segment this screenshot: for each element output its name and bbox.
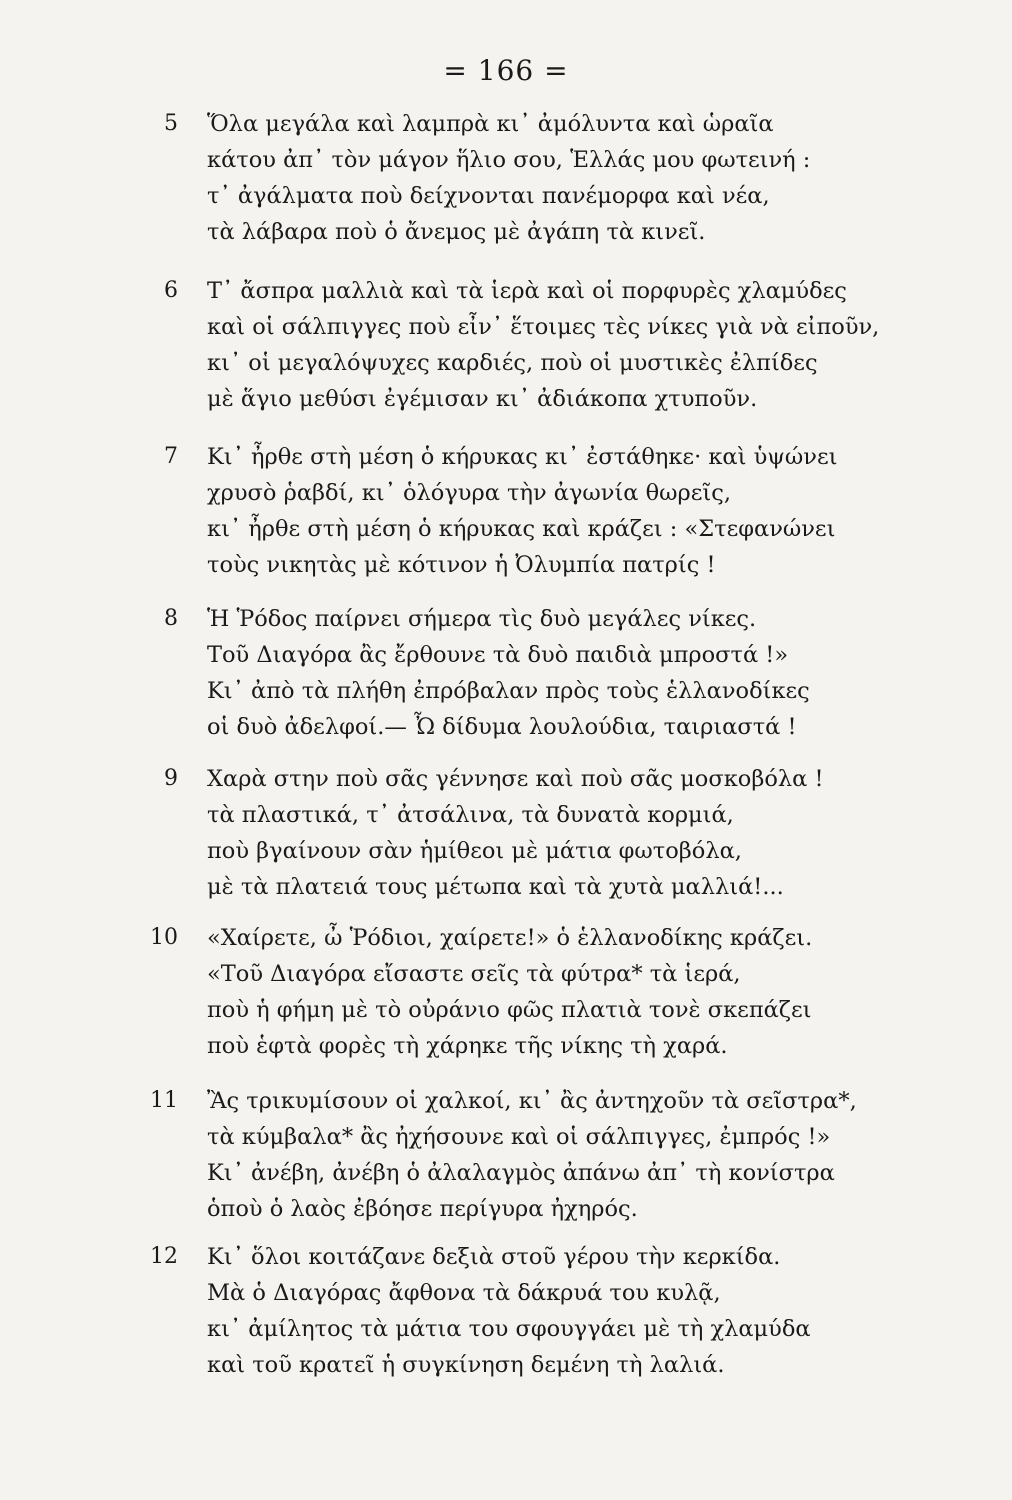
stanza-lines [207, 1239, 897, 1383]
verse-line: Τ᾽ ἄσπρα μαλλιὰ καὶ τὰ ἱερὰ καὶ οἱ πορφυρὲς χλαμύδες [207, 278, 847, 304]
page-number: = 166 = [443, 54, 569, 87]
verse-line: Ὅλα μεγάλα καὶ λαμπρὰ κι᾽ ἀμόλυντα καὶ ὡραῖα [207, 111, 774, 137]
verse-line: Μὰ ὁ Διαγόρας ἄφθονα τὰ δάκρυά του κυλᾷ, [207, 1280, 721, 1306]
verse-line: τὰ κύμβαλα* ἂς ἠχήσουνε καὶ οἱ σάλπιγγες, ἐμπρός !» [207, 1124, 831, 1150]
verse-line: ποὺ βγαίνουν σὰν ἡμίθεοι μὲ μάτια φωτοβόλα, [207, 838, 742, 864]
verse-line: «Χαίρετε, ὦ Ῥόδιοι, χαίρετε!» ὁ ἑλλανοδίκης κράζει. [207, 925, 813, 951]
verse-line: χρυσὸ ῥαβδί, κι᾽ ὁλόγυρα τὴν ἀγωνία θωρεῖς, [207, 480, 731, 506]
verse-line: κι᾽ ἀμίλητος τὰ μάτια του σφουγγάει μὲ τὴ χλαμύδα [207, 1316, 811, 1342]
stanza-number: 10 [150, 925, 178, 950]
stanza-number: 6 [164, 278, 178, 303]
verse-line: τὰ πλαστικά, τ᾽ ἀτσάλινα, τὰ δυνατὰ κορμιά, [207, 802, 734, 828]
stanza-lines [207, 273, 897, 417]
stanza-number: 12 [150, 1244, 178, 1269]
stanza-number: 7 [164, 444, 178, 469]
verse-line: Κι᾽ ἀπὸ τὰ πλήθη ἐπρόβαλαν πρὸς τοὺς ἑλλανοδίκες [207, 678, 810, 704]
verse-line: ποὺ ἡ φήμη μὲ τὸ οὐράνιο φῶς πλατιὰ τονὲ σκεπάζει [207, 997, 812, 1023]
verse-line: ὁποὺ ὁ λαὸς ἐβόησε περίγυρα ἠχηρός. [207, 1196, 638, 1222]
stanza-lines [207, 439, 897, 583]
verse-line: μὲ ἅγιο μεθύσι ἐγέμισαν κι᾽ ἀδιάκοπα χτυποῦν. [207, 386, 758, 412]
stanza-lines [207, 920, 897, 1064]
stanza-lines [207, 1083, 897, 1227]
verse-line: τοὺς νικητὰς μὲ κότινον ἡ Ὀλυμπία πατρίς ! [207, 552, 716, 578]
stanza-lines [207, 761, 897, 905]
verse-line: κάτου ἀπ᾽ τὸν μάγον ἥλιο σου, Ἑλλάς μου φωτεινή : [207, 147, 811, 173]
verse-line: οἱ δυὸ ἀδελφοί.— Ὦ δίδυμα λουλούδια, ταιριαστά ! [207, 714, 797, 740]
verse-line: ποὺ ἑφτὰ φορὲς τὴ χάρηκε τῆς νίκης τὴ χαρά. [207, 1033, 728, 1059]
verse-line: καὶ οἱ σάλπιγγες ποὺ εἶν᾽ ἕτοιμες τὲς νίκες γιὰ νὰ εἰποῦν, [207, 314, 880, 340]
verse-line: Χαρὰ στην ποὺ σᾶς γέννησε καὶ ποὺ σᾶς μοσκοβόλα ! [207, 766, 824, 792]
stanza-number: 8 [164, 606, 178, 631]
verse-line: Κι᾽ ὅλοι κοιτάζανε δεξιὰ στοῦ γέρου τὴν κερκίδα. [207, 1244, 781, 1270]
verse-line: Τοῦ Διαγόρα ἂς ἔρθουνε τὰ δυὸ παιδιὰ μπροστά !» [207, 642, 789, 668]
stanza-number: 9 [164, 766, 178, 791]
verse-line: κι᾽ ἦρθε στὴ μέση ὁ κήρυκας καὶ κράζει : «Στεφανώνει [207, 516, 836, 542]
verse-line: τ᾽ ἀγάλματα ποὺ δείχνονται πανέμορφα καὶ νέα, [207, 183, 770, 209]
verse-line: Ἡ Ῥόδος παίρνει σήμερα τὶς δυὸ μεγάλες νίκες. [207, 606, 757, 632]
verse-line: Ἂς τρικυμίσουν οἱ χαλκοί, κι᾽ ἂς ἀντηχοῦν τὰ σεῖστρα*, [207, 1088, 857, 1114]
stanza-number: 5 [164, 111, 178, 136]
verse-line: μὲ τὰ πλατειά τους μέτωπα καὶ τὰ χυτὰ μαλλιά!... [207, 874, 784, 900]
stanza-lines [207, 106, 897, 250]
stanza-number: 11 [150, 1088, 178, 1113]
verse-line: κι᾽ οἱ μεγαλόψυχες καρδιές, ποὺ οἱ μυστικὲς ἐλπίδες [207, 350, 818, 376]
verse-line: Κι᾽ ἦρθε στὴ μέση ὁ κήρυκας κι᾽ ἐστάθηκε· καὶ ὑψώνει [207, 444, 838, 470]
verse-line: καὶ τοῦ κρατεῖ ἡ συγκίνηση δεμένη τὴ λαλιά. [207, 1352, 725, 1378]
stanza-lines [207, 601, 897, 745]
verse-line: «Τοῦ Διαγόρα εἴσαστε σεῖς τὰ φύτρα* τὰ ἱερά, [207, 961, 741, 987]
verse-line: τὰ λάβαρα ποὺ ὁ ἄνεμος μὲ ἀγάπη τὰ κινεῖ. [207, 219, 706, 245]
verse-line: Κι᾽ ἀνέβη, ἀνέβη ὁ ἀλαλαγμὸς ἀπάνω ἀπ᾽ τὴ κονίστρα [207, 1160, 835, 1186]
